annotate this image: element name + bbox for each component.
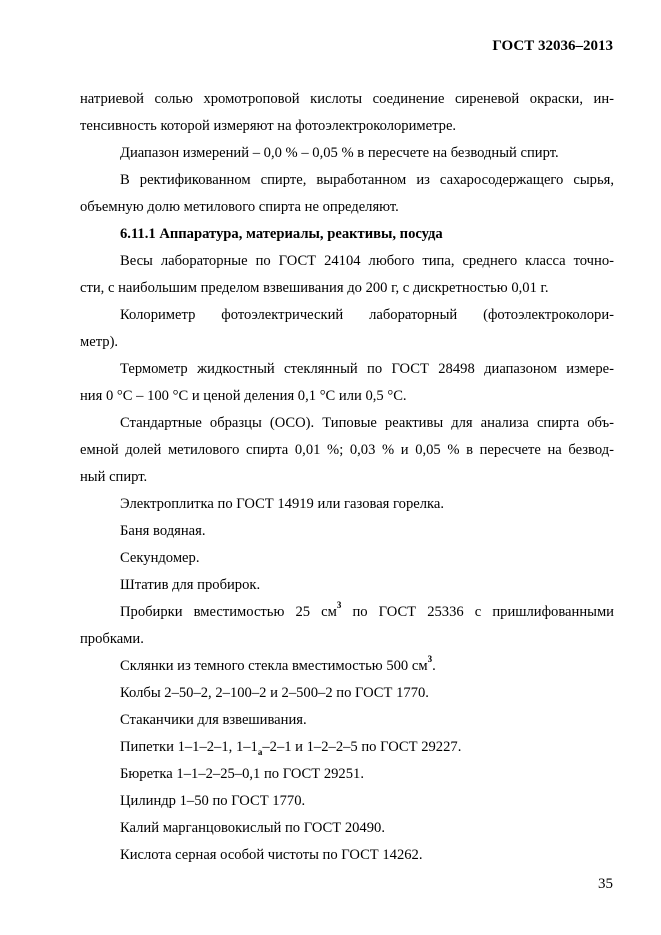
text-line: Колориметр фотоэлектрический лабораторный (фотоэлектроколори- <box>120 307 614 323</box>
text-line: Кислота серная особой чистоты по ГОСТ 14262. <box>120 847 423 863</box>
superscript: 3 <box>336 600 342 611</box>
text-line: Стаканчики для взвешивания. <box>120 712 307 728</box>
text-line: Калий марганцовокислый по ГОСТ 20490. <box>120 820 385 836</box>
section-heading: 6.11.1 Аппаратура, материалы, реактивы, посуда <box>120 226 443 242</box>
text-line: Термометр жидкостный стеклянный по ГОСТ 28498 диапазоном измере- <box>120 361 614 377</box>
text-line: ния 0 °С – 100 °С и ценой деления 0,1 °С или 0,5 °С. <box>80 388 407 404</box>
text-line: Бюретка 1–1–2–25–0,1 по ГОСТ 29251. <box>120 766 364 782</box>
text-line: сти, с наибольшим пределом взвешивания до 200 г, с дискретностью 0,01 г. <box>80 280 549 296</box>
subscript: а <box>257 746 263 757</box>
text-line: пробками. <box>80 631 144 647</box>
text-line <box>120 601 614 623</box>
text-line: Штатив для пробирок. <box>120 577 261 593</box>
text-line: Весы лабораторные по ГОСТ 24104 любого типа, среднего класса точно- <box>120 253 614 269</box>
text-line: Колбы 2–50–2, 2–100–2 и 2–500–2 по ГОСТ 1770. <box>120 685 429 701</box>
page-number: 35 <box>598 876 613 892</box>
text-segment: . <box>432 658 436 674</box>
text-segment: Пипетки 1–1–2–1, 1–1 <box>120 739 258 755</box>
text-line: Электроплитка по ГОСТ 14919 или газовая горелка. <box>120 496 444 512</box>
superscript: 3 <box>427 654 433 665</box>
document-code-header: ГОСТ 32036–2013 <box>492 38 613 54</box>
text-segment: Склянки из темного стекла вместимостью 500 см <box>120 658 428 674</box>
text-line: тенсивность которой измеряют на фотоэлектроколориметре. <box>80 118 457 134</box>
text-line: Диапазон измерений – 0,0 % – 0,05 % в пересчете на безводный спирт. <box>120 145 559 161</box>
text-line: натриевой солью хромотроповой кислоты соединение сиреневой окраски, ин- <box>80 91 614 107</box>
text-line: объемную долю метилового спирта не определяют. <box>80 199 399 215</box>
text-line <box>120 736 461 758</box>
text-line: емной долей метилового спирта 0,01 %; 0,03 % и 0,05 % в пересчете на безвод- <box>80 442 614 458</box>
text-line <box>120 655 436 677</box>
text-line: Баня водяная. <box>120 523 206 539</box>
text-segment: –2–1 и 1–2–2–5 по ГОСТ 29227. <box>262 739 462 755</box>
text-line: Стандартные образцы (ОСО). Типовые реактивы для анализа спирта объ- <box>120 415 614 431</box>
text-line: ный спирт. <box>80 469 148 485</box>
text-line: В ректификованном спирте, выработанном из сахаросодержащего сырья, <box>120 172 614 188</box>
text-line: Секундомер. <box>120 550 200 566</box>
text-line: Цилиндр 1–50 по ГОСТ 1770. <box>120 793 306 809</box>
text-segment: по ГОСТ 25336 с пришлифованными <box>341 604 614 620</box>
text-segment: Пробирки вместимостью 25 см <box>120 604 337 620</box>
text-line: метр). <box>80 334 119 350</box>
